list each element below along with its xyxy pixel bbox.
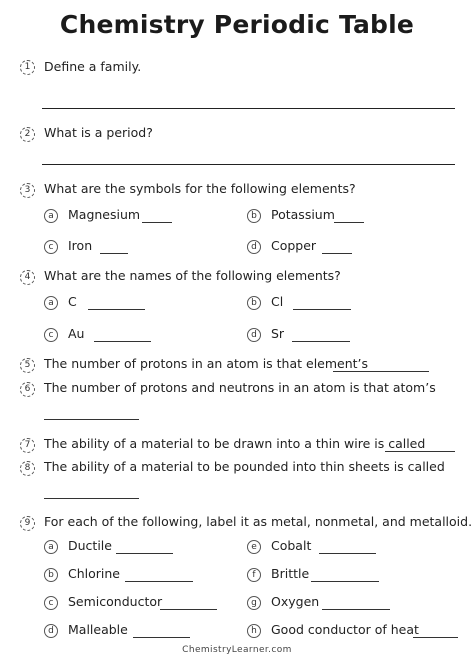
option-letter: c (44, 240, 58, 254)
option-label: Au (68, 326, 85, 341)
question-number-9: 9 (20, 516, 35, 531)
answer-blank[interactable] (413, 637, 458, 638)
answer-blank[interactable] (160, 609, 217, 610)
answer-blank[interactable] (94, 341, 151, 342)
question-number-5: 5 (20, 358, 35, 373)
option-label: Magnesium (68, 207, 141, 222)
question-7-text: The ability of a material to be drawn into a thin wire is called (44, 436, 426, 451)
option-letter: d (44, 624, 58, 638)
option-label: Cobalt (271, 538, 312, 553)
option-letter: c (44, 328, 58, 342)
option-label: Good conductor of heat (271, 622, 419, 637)
question-5-text: The number of protons in an atom is that element’s (44, 356, 369, 371)
question-2-text: What is a period? (44, 125, 153, 140)
option-letter: d (247, 240, 261, 254)
option-letter: a (44, 209, 58, 223)
answer-blank[interactable] (292, 341, 350, 342)
option-label: Chlorine (68, 566, 120, 581)
answer-blank[interactable] (322, 253, 352, 254)
question-number-1: 1 (20, 60, 35, 75)
answer-blank[interactable] (100, 253, 128, 254)
question-1-text: Define a family. (44, 59, 142, 74)
question-number-8: 8 (20, 461, 35, 476)
option-letter: a (44, 540, 58, 554)
option-label: Semiconductor (68, 594, 163, 609)
option-label: Ductile (68, 538, 112, 553)
footer-credit: ChemistryLearner.com (182, 645, 292, 655)
option-letter: e (247, 540, 261, 554)
option-label: C (68, 294, 77, 309)
option-label: Malleable (68, 622, 128, 637)
option-label: Cl (271, 294, 284, 309)
option-letter: d (247, 328, 261, 342)
question-3-text: What are the symbols for the following elements? (44, 181, 356, 196)
option-letter: b (247, 296, 261, 310)
answer-line-2[interactable] (42, 164, 455, 165)
answer-blank[interactable] (88, 309, 145, 310)
option-label: Iron (68, 238, 93, 253)
answer-blank[interactable] (142, 222, 172, 223)
question-9-text: For each of the following, label it as metal, nonmetal, and metalloid. (44, 514, 473, 529)
question-number-7: 7 (20, 438, 35, 453)
option-letter: h (247, 624, 261, 638)
option-label: Potassium (271, 207, 335, 222)
answer-blank[interactable] (293, 309, 351, 310)
option-label: Sr (271, 326, 285, 341)
option-label: Oxygen (271, 594, 320, 609)
answer-blank[interactable] (125, 581, 193, 582)
answer-blank[interactable] (385, 451, 455, 452)
option-letter: b (247, 209, 261, 223)
answer-blank[interactable] (133, 637, 190, 638)
option-letter: b (44, 568, 58, 582)
question-6-text: The number of protons and neutrons in an atom is that atom’s (44, 380, 436, 395)
question-number-3: 3 (20, 183, 35, 198)
option-letter: a (44, 296, 58, 310)
answer-blank[interactable] (44, 498, 139, 499)
question-8-text: The ability of a material to be pounded into thin sheets is called (44, 459, 445, 474)
option-letter: f (247, 568, 261, 582)
option-label: Copper (271, 238, 317, 253)
question-4-text: What are the names of the following elements? (44, 268, 341, 283)
question-number-4: 4 (20, 270, 35, 285)
question-number-2: 2 (20, 127, 35, 142)
option-letter: g (247, 596, 261, 610)
page-title: Chemistry Periodic Table (59, 10, 415, 39)
answer-blank[interactable] (334, 222, 364, 223)
answer-blank[interactable] (44, 419, 139, 420)
option-letter: c (44, 596, 58, 610)
answer-blank[interactable] (116, 553, 173, 554)
answer-blank[interactable] (322, 609, 390, 610)
option-label: Brittle (271, 566, 310, 581)
answer-blank[interactable] (319, 553, 376, 554)
answer-line-1[interactable] (42, 108, 455, 109)
answer-blank[interactable] (311, 581, 379, 582)
answer-blank[interactable] (333, 371, 429, 372)
question-number-6: 6 (20, 382, 35, 397)
